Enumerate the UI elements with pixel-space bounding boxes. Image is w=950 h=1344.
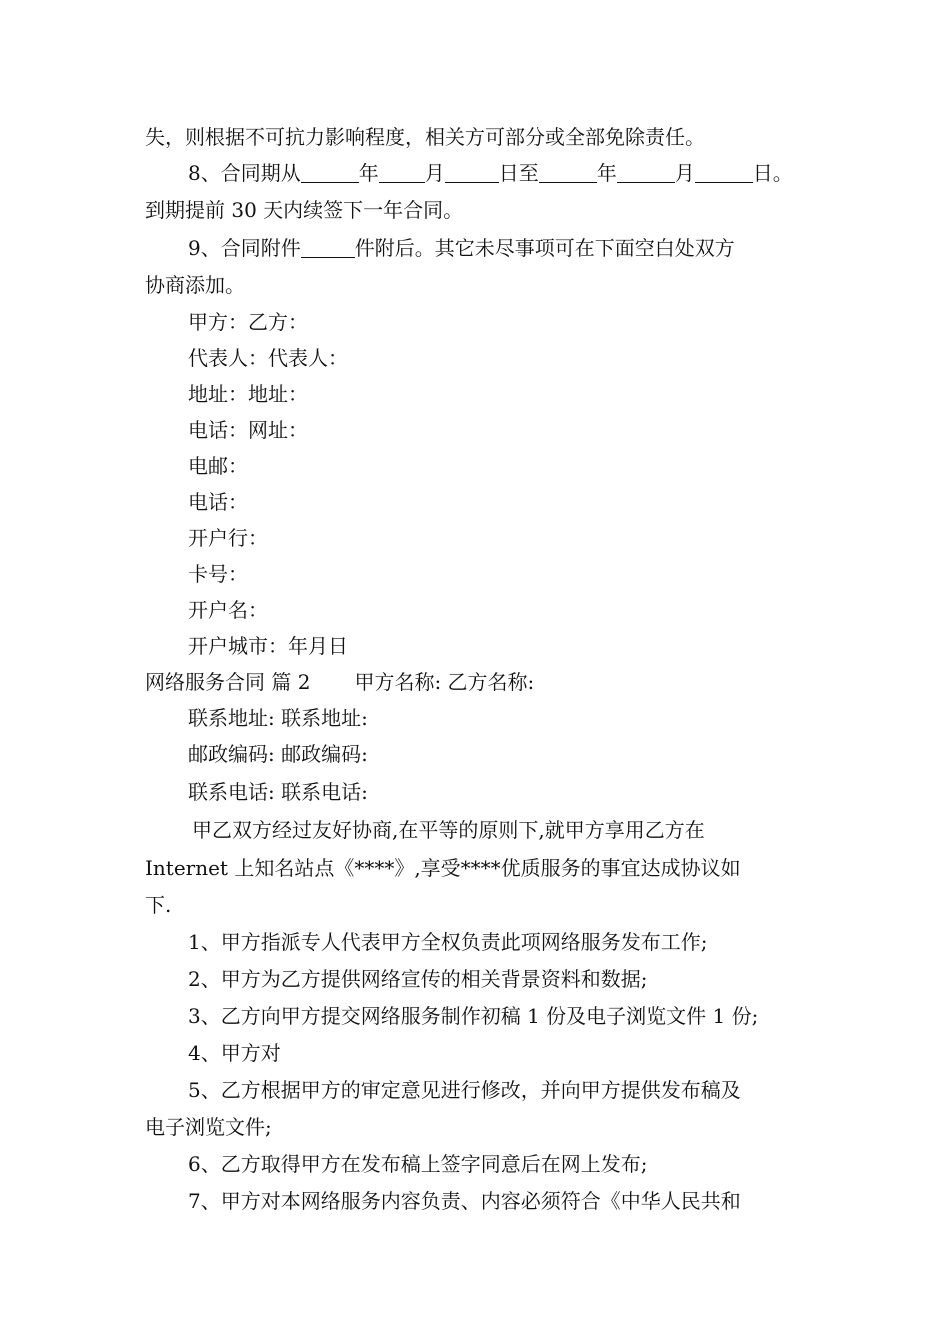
paragraph-line: 到期提前 30 天内续签下一年合同。	[145, 198, 464, 222]
contract-period-line	[188, 160, 810, 186]
paragraph-line: 协商添加。	[145, 273, 245, 297]
blank-field	[301, 237, 355, 258]
email-line: 电邮：	[188, 454, 248, 478]
text-fragment: 年	[596, 161, 617, 185]
party-line: 甲方：乙方：	[188, 310, 308, 334]
phone-website-line: 电话：网址：	[188, 418, 308, 442]
text-fragment: 日。	[752, 161, 793, 185]
section-heading: 网络服务合同 篇 2	[145, 670, 311, 694]
address-line: 地址：地址：	[188, 382, 308, 406]
text-fragment: 日至	[498, 161, 539, 185]
account-name-line: 开户名：	[188, 598, 268, 622]
text-fragment: 8、合同期从	[188, 161, 301, 185]
postal-code-line: 邮政编码: 邮政编码:	[188, 742, 368, 766]
list-item: 5、乙方根据甲方的审定意见进行修改，并向甲方提供发布稿及	[188, 1078, 741, 1102]
list-item: 6、乙方取得甲方在发布稿上签字同意后在网上发布;	[188, 1152, 648, 1176]
text-fragment: 件附后。其它未尽事项可在下面空白处双方	[354, 236, 735, 260]
text-fragment: 月	[674, 161, 695, 185]
paragraph-line: 甲乙双方经过友好协商,在平等的原则下,就甲方享用乙方在	[192, 818, 705, 842]
blank-field	[445, 162, 499, 183]
bank-line: 开户行：	[188, 526, 268, 550]
list-item: 1、甲方指派专人代表甲方全权负责此项网络服务发布工作;	[188, 930, 708, 954]
text-fragment: 年	[358, 161, 379, 185]
blank-field	[539, 162, 597, 183]
paragraph-line: 下.	[145, 893, 172, 917]
list-item: 3、乙方向甲方提交网络服务制作初稿 1 份及电子浏览文件 1 份;	[188, 1004, 759, 1028]
card-number-line: 卡号：	[188, 562, 248, 586]
account-city-line: 开户城市：年月日	[188, 634, 348, 658]
paragraph-line: Internet 上知名站点《****》,享受****优质服务的事宜达成协议如	[145, 856, 741, 880]
list-item: 2、甲方为乙方提供网络宣传的相关背景资料和数据;	[188, 967, 648, 991]
text-fragment: 月	[424, 161, 445, 185]
phone-line: 电话：	[188, 490, 248, 514]
contact-address-line: 联系地址: 联系地址:	[188, 706, 368, 730]
paragraph-line: 失，则根据不可抗力影响程度，相关方可部分或全部免除责任。	[145, 125, 705, 149]
party-names: 甲方名称: 乙方名称:	[354, 670, 535, 694]
blank-field	[695, 162, 753, 183]
representative-line: 代表人：代表人：	[188, 346, 348, 370]
list-item: 7、甲方对本网络服务内容负责、内容必须符合《中华人民共和	[188, 1189, 741, 1213]
contact-phone-line: 联系电话: 联系电话:	[188, 780, 368, 804]
blank-field	[379, 162, 425, 183]
paragraph-line: 电子浏览文件;	[145, 1115, 272, 1139]
list-item: 4、甲方对	[188, 1041, 281, 1065]
blank-field	[301, 162, 359, 183]
section-heading-line	[145, 669, 810, 695]
text-fragment: 9、合同附件	[188, 236, 301, 260]
attachment-line	[188, 235, 810, 261]
blank-field	[617, 162, 675, 183]
